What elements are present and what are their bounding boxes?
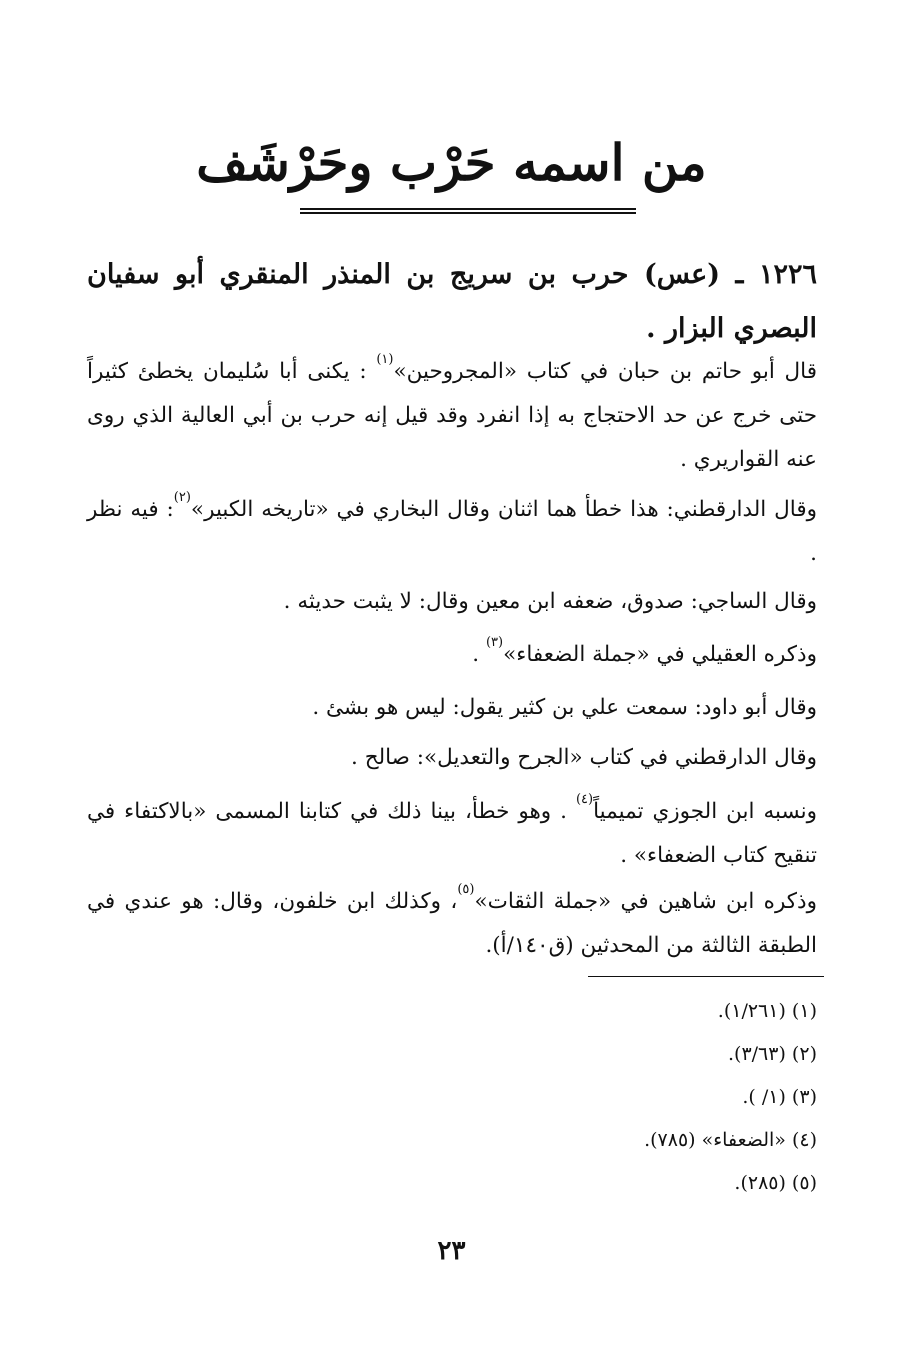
footnote-ref: (٥) bbox=[457, 882, 475, 897]
page-number: ٢٣ bbox=[437, 1236, 466, 1266]
footnote: (٣) (١/ ). bbox=[742, 1086, 817, 1108]
paragraph bbox=[87, 633, 817, 677]
paragraph bbox=[87, 580, 817, 624]
paragraph-text: وقال الساجي: صدوق، ضعفه ابن معين وقال: لا يثبت حديثه . bbox=[283, 589, 817, 614]
paragraph-text: : فيه نظر . bbox=[87, 497, 817, 566]
footnote-ref: (٤) bbox=[575, 792, 594, 807]
title-underline-rule bbox=[300, 208, 636, 214]
paragraph bbox=[87, 790, 817, 878]
paragraph-text: . وهو خطأ، بينا ذلك في كتابنا المسمى «بالاكتفاء في تنقيح كتاب الضعفاء» . bbox=[87, 799, 817, 868]
paragraph-text: ونسبه ابن الجوزي تميمياً bbox=[593, 799, 818, 824]
footnote: (٤) «الضعفاء» (٧٨٥). bbox=[644, 1129, 817, 1151]
chapter-title: من اسمه حَرْب وحَرْشَف bbox=[196, 133, 707, 192]
footnote-ref: (٢) bbox=[173, 490, 191, 505]
paragraph-text: وذكره العقيلي في «جملة الضعفاء» bbox=[503, 642, 817, 667]
footnotes bbox=[417, 994, 817, 1209]
paragraph bbox=[87, 880, 817, 968]
paragraph-text: . bbox=[472, 642, 486, 667]
paragraph bbox=[87, 686, 817, 730]
footnote-ref: (٣) bbox=[485, 635, 504, 650]
footnote: (٢) (٣/٦٣). bbox=[728, 1043, 817, 1065]
paragraph bbox=[87, 488, 817, 576]
paragraph-text: : يكنى أبا سُليمان يخطئ كثيراً حتى خرج عن حد الاحتجاج به إذا انفرد وقد قيل إنه حرب بن أبي العالية الذي روى عنه القواريري . bbox=[87, 359, 817, 472]
paragraph-text: وقال أبو داود: سمعت علي بن كثير يقول: ليس هو بشئ . bbox=[312, 695, 817, 720]
paragraph-text: ، وكذلك ابن خلفون، وقال: هو عندي في الطبقة الثالثة من المحدثين (ق١٤٠/أ). bbox=[87, 889, 817, 958]
paragraph bbox=[87, 350, 817, 482]
footnote: (١) (١/٢٦١). bbox=[717, 1000, 817, 1022]
paragraph-text: قال أبو حاتم بن حبان في كتاب «المجروحين» bbox=[393, 359, 817, 384]
paragraph-text: وقال الدارقطني: هذا خطأ هما اثنان وقال البخاري في «تاريخه الكبير» bbox=[190, 497, 817, 522]
footnote-separator bbox=[588, 976, 824, 977]
footnote-ref: (١) bbox=[376, 352, 394, 367]
paragraph bbox=[87, 736, 817, 780]
entry-heading: ١٢٢٦ ـ (عس) حرب بن سريج بن المنذر المنقري أبو سفيان البصري البزار . bbox=[87, 259, 817, 344]
paragraph-text: وقال الدارقطني في كتاب «الجرح والتعديل»: صالح . bbox=[351, 745, 817, 770]
footnote: (٥) (٢٨٥). bbox=[734, 1172, 817, 1194]
paragraph-text: وذكره ابن شاهين في «جملة الثقات» bbox=[474, 889, 817, 914]
